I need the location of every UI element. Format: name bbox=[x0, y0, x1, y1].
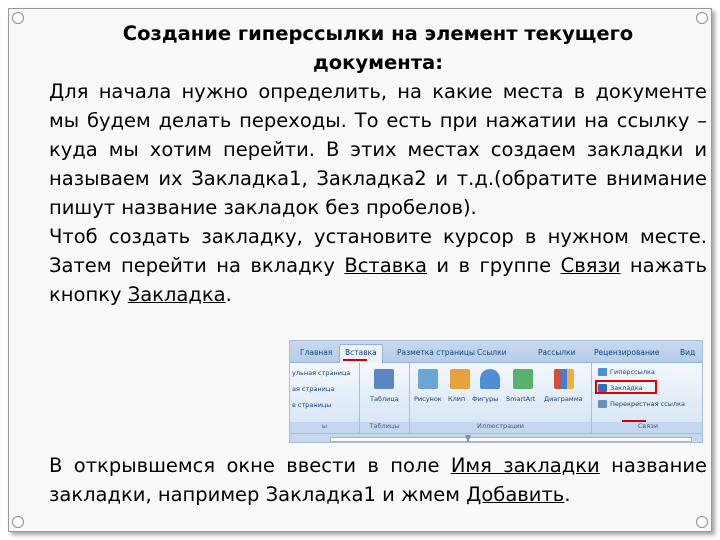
blank-page-item[interactable]: ая страница bbox=[292, 385, 335, 393]
corner-dot bbox=[12, 516, 24, 528]
chart-icon[interactable] bbox=[554, 369, 574, 389]
links-group-label: Связи bbox=[592, 422, 703, 433]
ribbon-tab-bar bbox=[290, 341, 702, 363]
cross-reference-icon bbox=[598, 400, 607, 408]
illustrations-group-label: Иллюстрации bbox=[410, 422, 592, 433]
pages-group-label: ы bbox=[290, 422, 360, 433]
table-button-label[interactable]: Таблица bbox=[370, 395, 399, 403]
corner-dot bbox=[696, 516, 708, 528]
table-icon[interactable] bbox=[374, 369, 394, 389]
ruler bbox=[290, 433, 702, 443]
para2-text: и в группе bbox=[426, 254, 561, 277]
clip-label[interactable]: Клип bbox=[448, 395, 466, 403]
add-button-reference: Добавить bbox=[466, 483, 565, 506]
slide-content bbox=[49, 19, 707, 309]
title-line-2: документа: bbox=[313, 51, 443, 74]
bookmark-button-reference: Закладка bbox=[127, 283, 226, 306]
para2-text: нажать кнопку bbox=[49, 254, 707, 306]
tab-mailings[interactable]: Рассылки bbox=[538, 348, 576, 357]
tab-review[interactable]: Рецензирование bbox=[594, 348, 660, 357]
bookmark-label: Закладка bbox=[610, 384, 643, 392]
links-group-reference: Связи bbox=[560, 254, 621, 277]
hyperlink-icon bbox=[598, 368, 607, 376]
tab-page-layout[interactable]: Разметка страницы bbox=[397, 348, 475, 357]
tab-insert[interactable]: Вставка bbox=[339, 344, 383, 363]
illustrations-group bbox=[410, 363, 592, 422]
smartart-icon[interactable] bbox=[513, 369, 533, 389]
insert-tab-red-underline bbox=[343, 359, 367, 361]
para3-text: название закладки, например Закладка1 и жмем bbox=[49, 454, 707, 506]
para2-text: Чтоб создать закладку, установите курсор в нужном месте. Затем перейти на вкладку bbox=[49, 225, 707, 277]
shapes-label[interactable]: Фигуры bbox=[472, 395, 499, 403]
picture-label[interactable]: Рисунок bbox=[414, 395, 442, 403]
tab-references[interactable]: Ссылки bbox=[477, 348, 507, 357]
insert-tab-reference: Вставка bbox=[344, 254, 427, 277]
slide-content-bottom bbox=[49, 451, 707, 509]
cover-page-item[interactable]: ульная страница bbox=[292, 369, 351, 377]
para3-text: . bbox=[564, 483, 571, 506]
shapes-icon[interactable] bbox=[480, 369, 500, 389]
paragraph-2 bbox=[49, 222, 707, 309]
links-group-red-underline bbox=[622, 420, 646, 422]
word-ribbon-screenshot bbox=[289, 340, 703, 443]
para3-text: В открывшемся окне ввести в поле bbox=[49, 454, 451, 477]
title-line-1: Создание гиперссылки на элемент текущего bbox=[122, 22, 634, 45]
hyperlink-item[interactable] bbox=[598, 368, 655, 376]
para2-text: . bbox=[225, 283, 232, 306]
hyperlink-label: Гиперссылка bbox=[610, 368, 655, 376]
bookmark-highlight-box bbox=[595, 380, 657, 394]
page-break-item[interactable]: в страницы bbox=[292, 401, 332, 409]
ruler-track bbox=[330, 437, 692, 442]
bookmark-name-reference: Имя закладки bbox=[450, 454, 600, 477]
paragraph-1: Для начала нужно определить, на какие места в документе мы будем делать переходы. То есть при нажатии на ссылку – куда мы хотим перейти. В этих местах создаем закладки и называем их Закладка1, Закладка2 и т.д.(обратите внимание пишут название закладок без пробелов). bbox=[49, 80, 707, 219]
cross-reference-label: Перекрестная ссылка bbox=[610, 400, 685, 408]
slide-title bbox=[49, 19, 707, 77]
chart-label[interactable]: Диаграмма bbox=[544, 395, 583, 403]
tab-view[interactable]: Вид bbox=[680, 348, 696, 357]
pages-group bbox=[290, 363, 360, 422]
paragraph-3 bbox=[49, 451, 707, 509]
tables-group-label: Таблицы bbox=[360, 422, 410, 433]
smartart-label[interactable]: SmartArt bbox=[506, 395, 536, 403]
corner-dot bbox=[12, 12, 24, 24]
tables-group bbox=[360, 363, 410, 422]
cross-reference-item[interactable] bbox=[598, 400, 685, 408]
picture-icon[interactable] bbox=[418, 369, 438, 389]
clip-icon[interactable] bbox=[450, 369, 470, 389]
tab-home[interactable]: Главная bbox=[300, 348, 333, 357]
